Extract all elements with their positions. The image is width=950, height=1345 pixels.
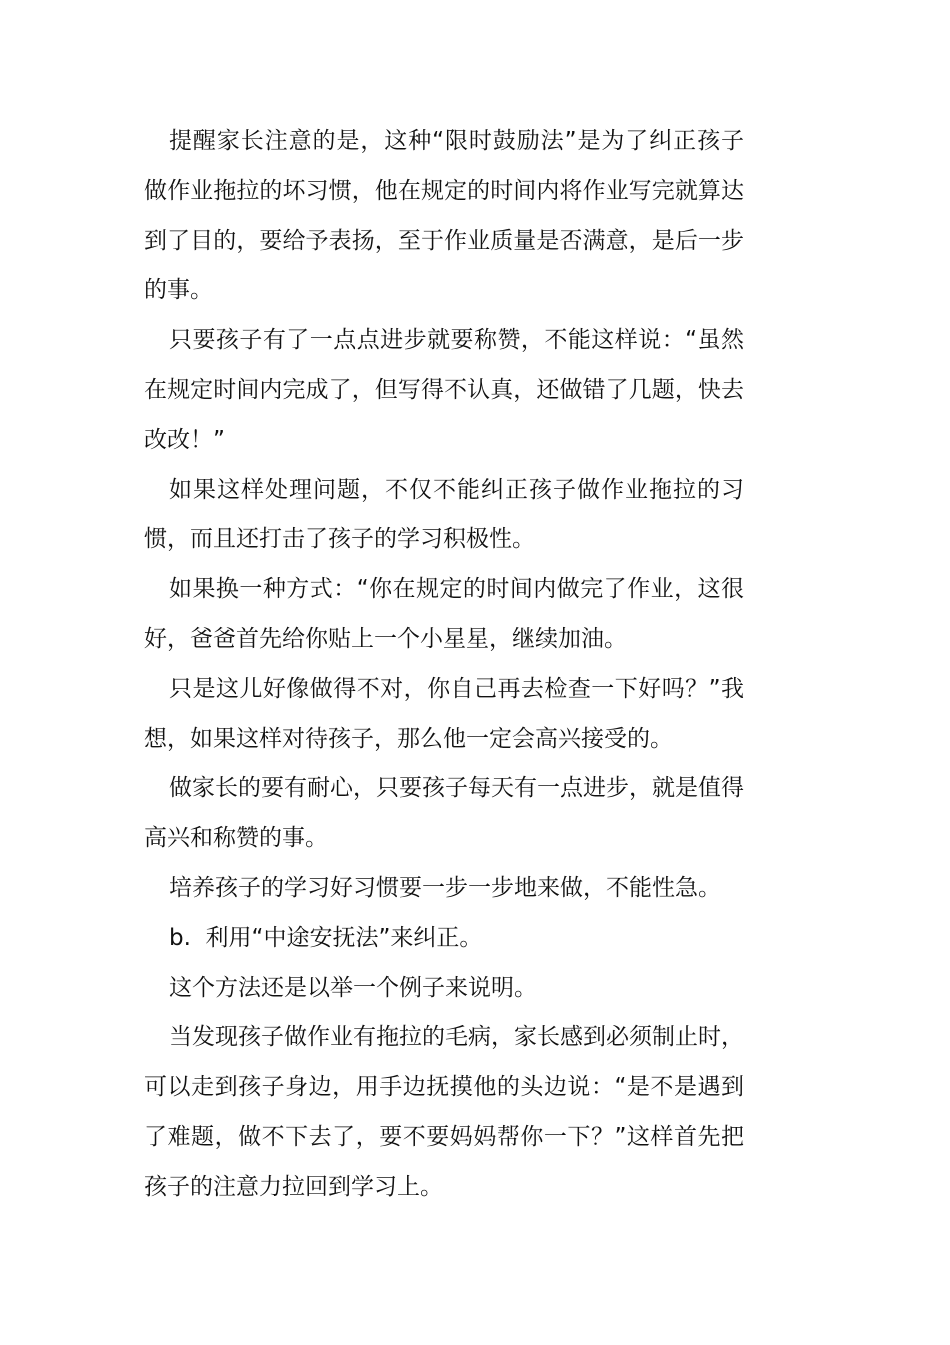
paragraph-2: 只要孩子有了一点点进步就要称赞，不能这样说：“虽然在规定时间内完成了，但写得不认真，还做错了几题，快去改改！” — [144, 327, 744, 453]
paragraph-4: 如果换一种方式：“你在规定的时间内做完了作业，这很好，爸爸首先给你贴上一个小星星，继续加油。 — [144, 576, 744, 652]
document-body — [144, 117, 744, 1213]
paragraph-10: 当发现孩子做作业有拖拉的毛病，家长感到必须制止时，可以走到孩子身边，用手边抚摸他的头边说：“是不是遇到了难题，做不下去了，要不要妈妈帮你一下？”这样首先把孩子的注意力拉回到学习上。 — [144, 1024, 744, 1200]
paragraph-9: 这个方法还是以举一个例子来说明。 — [169, 974, 537, 1001]
paragraph-5: 只是这儿好像做得不对，你自己再去检查一下好吗？”我想，如果这样对待孩子，那么他一定会高兴接受的。 — [144, 675, 744, 752]
paragraph-7: 培养孩子的学习好习惯要一步一步地来做，不能性急。 — [169, 874, 721, 901]
paragraph-3: 如果这样处理问题，不仅不能纠正孩子做作业拖拉的习惯，而且还打击了孩子的学习积极性。 — [144, 476, 744, 553]
paragraph-1: 提醒家长注意的是，这种“限时鼓励法”是为了纠正孩子做作业拖拉的坏习惯，他在规定的时间内将作业写完就算达到了目的，要给予表扬，至于作业质量是否满意，是后一步的事。 — [144, 128, 744, 304]
paragraph-8-list-item-b: b. 利用“中途安抚法”来纠正。 — [169, 924, 483, 951]
paragraph-6: 做家长的要有耐心，只要孩子每天有一点进步，就是值得高兴和称赞的事。 — [144, 775, 744, 852]
